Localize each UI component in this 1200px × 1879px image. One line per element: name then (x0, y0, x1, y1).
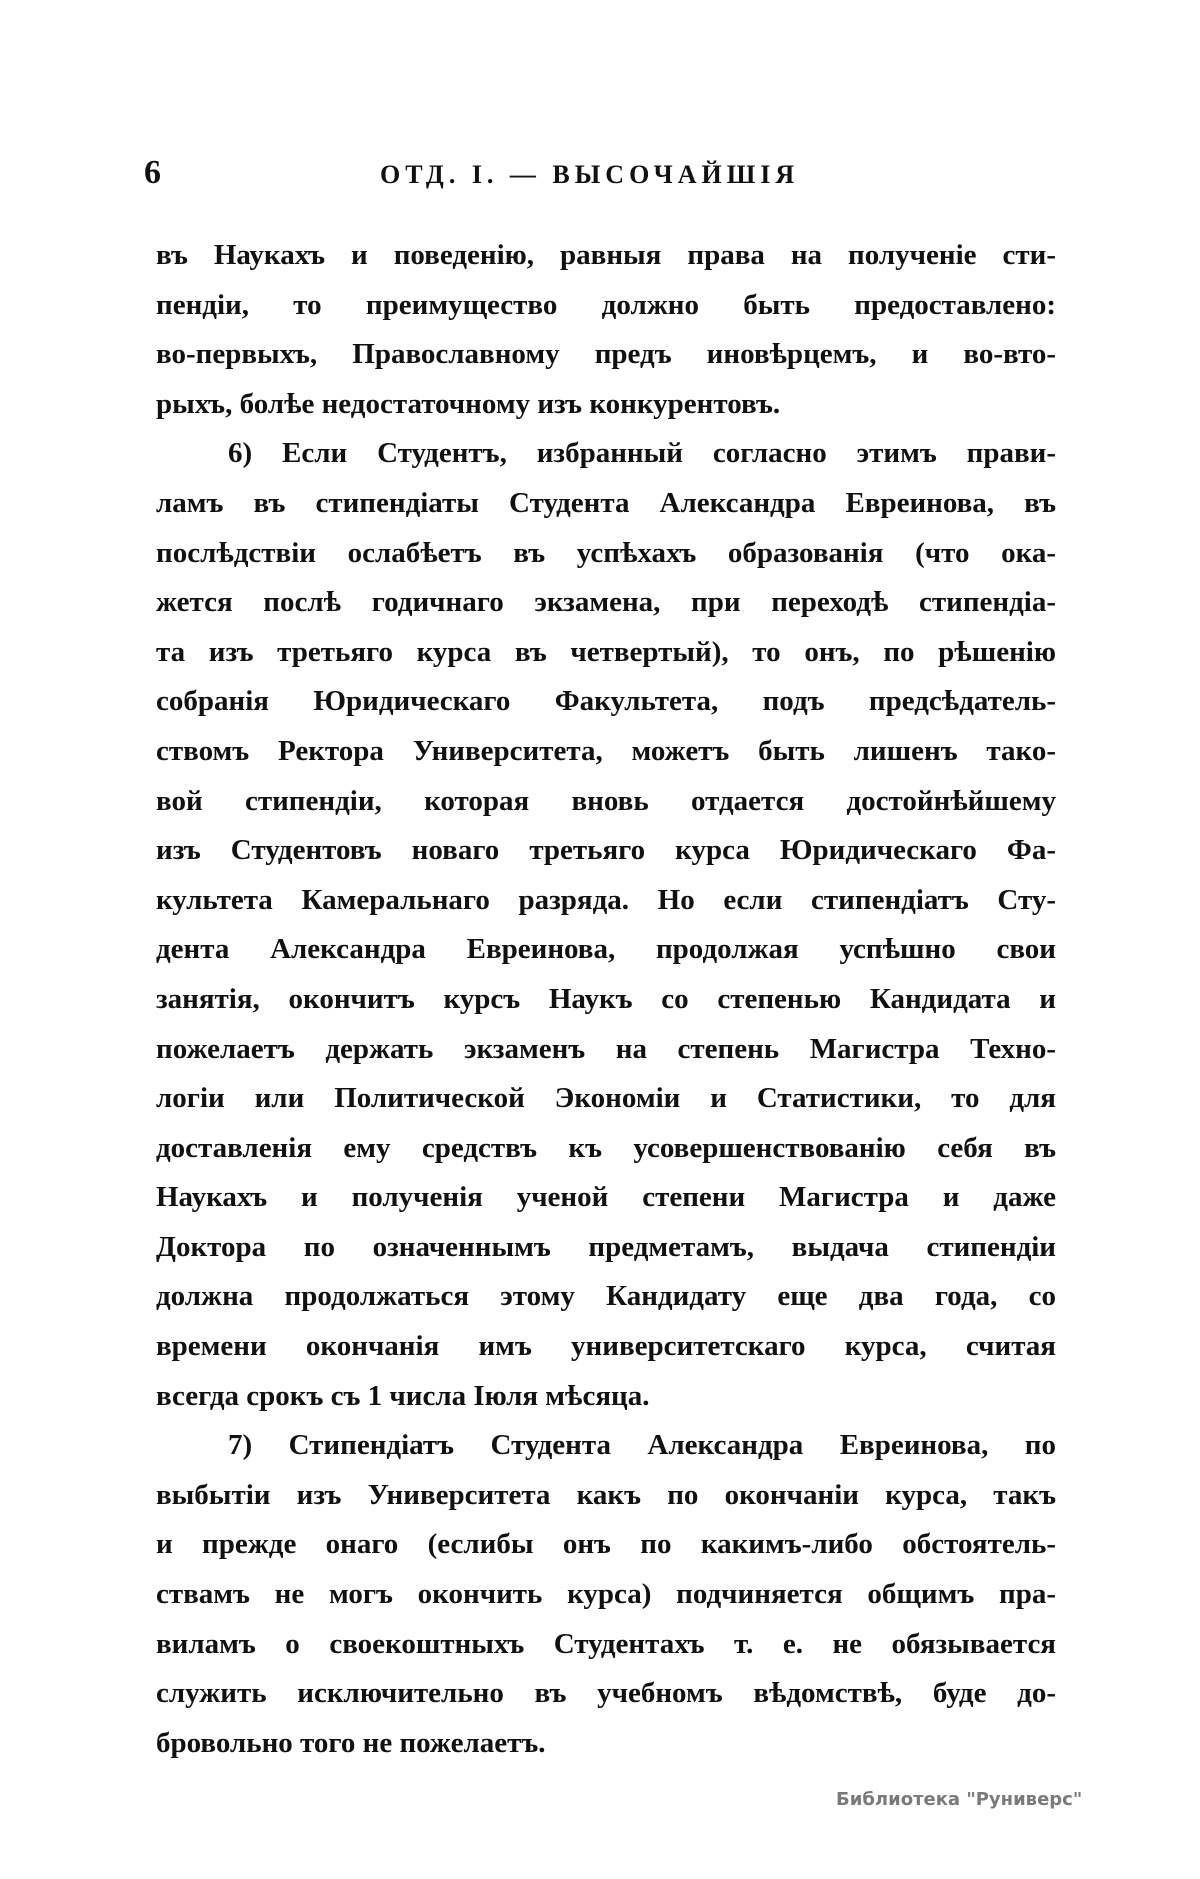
text-line: служить исключительно въ учебномъ вѣдомствѣ, буде до- (156, 1677, 1056, 1710)
text-line: всегда срокъ съ 1 числа Іюля мѣсяца. (156, 1379, 650, 1412)
text-line: ствомъ Ректора Университета, можетъ быть лишенъ тако- (156, 734, 1056, 767)
text-line: 6) Если Студентъ, избранный согласно этимъ прави- (228, 437, 1056, 470)
text-line: времени окончанія имъ университетскаго курса, считая (156, 1330, 1056, 1363)
text-line: собранія Юридическаго Факультета, подъ предсѣдатель- (156, 685, 1056, 718)
text-line: въ Наукахъ и поведенію, равныя права на полученіе сти- (156, 239, 1056, 271)
paragraph (156, 231, 1056, 429)
text-line: логіи или Политической Экономіи и Статистики, то для (156, 1082, 1056, 1115)
text-line: виламъ о своекоштныхъ Студентахъ т. е. не обязывается (156, 1627, 1056, 1660)
page-body (156, 231, 1056, 1768)
text-line: занятія, окончитъ курсъ Наукъ со степенью Кандидата и (156, 982, 1056, 1015)
paragraph (156, 429, 1056, 1421)
text-line: ламъ въ стипендіаты Студента Александра Евреинова, въ (156, 486, 1056, 519)
text-line: изъ Студентовъ новаго третьяго курса Юридическаго Фа- (156, 834, 1056, 867)
text-line: жется послѣ годичнаго экзамена, при переходѣ стипендіа- (156, 586, 1056, 619)
text-line: выбытіи изъ Университета какъ по окончаніи курса, такъ (156, 1478, 1056, 1511)
text-line: 7) Стипендіатъ Студента Александра Евреинова, по (228, 1429, 1056, 1462)
library-watermark: Библиотека "Руниверс" (836, 1789, 1083, 1810)
text-line: доставленія ему средствъ къ усовершенствованію себя въ (156, 1131, 1056, 1164)
page-number: 6 (144, 154, 161, 191)
text-line: ствамъ не могъ окончить курса) подчиняется общимъ пра- (156, 1578, 1056, 1611)
text-line: вой стипендіи, которая вновь отдается достойнѣйшему (156, 784, 1056, 817)
text-line: должна продолжаться этому Кандидату еще два года, со (156, 1280, 1056, 1313)
text-line: пожелаетъ держать экзаменъ на степень Магистра Техно- (156, 1032, 1056, 1065)
text-line: и прежде онаго (еслибы онъ по какимъ-либо обстоятель- (156, 1528, 1056, 1561)
paragraph (156, 1421, 1056, 1768)
text-line: во-первыхъ, Православному предъ иновѣрцемъ, и во-вто- (156, 338, 1056, 371)
text-line: дента Александра Евреинова, продолжая успѣшно свои (156, 933, 1056, 966)
text-line: пендіи, то преимущество должно быть предоставлено: (156, 288, 1056, 321)
text-line: Доктора по означеннымъ предметамъ, выдача стипендіи (156, 1230, 1056, 1263)
text-line: бровольно того не пожелаетъ. (156, 1726, 546, 1759)
text-line: Наукахъ и полученія ученой степени Магистра и даже (156, 1181, 1056, 1214)
text-line: та изъ третьяго курса въ четвертый), то онъ, по рѣшенію (156, 635, 1056, 668)
text-line: послѣдствіи ослабѣетъ въ успѣхахъ образованія (что ока- (156, 536, 1056, 569)
text-line: рыхъ, болѣе недостаточному изъ конкурентовъ. (156, 387, 781, 420)
text-line: культета Камеральнаго разряда. Но если стипендіатъ Сту- (156, 883, 1056, 916)
running-title: ОТД. I. — ВЫСОЧАЙШІЯ (380, 160, 800, 189)
